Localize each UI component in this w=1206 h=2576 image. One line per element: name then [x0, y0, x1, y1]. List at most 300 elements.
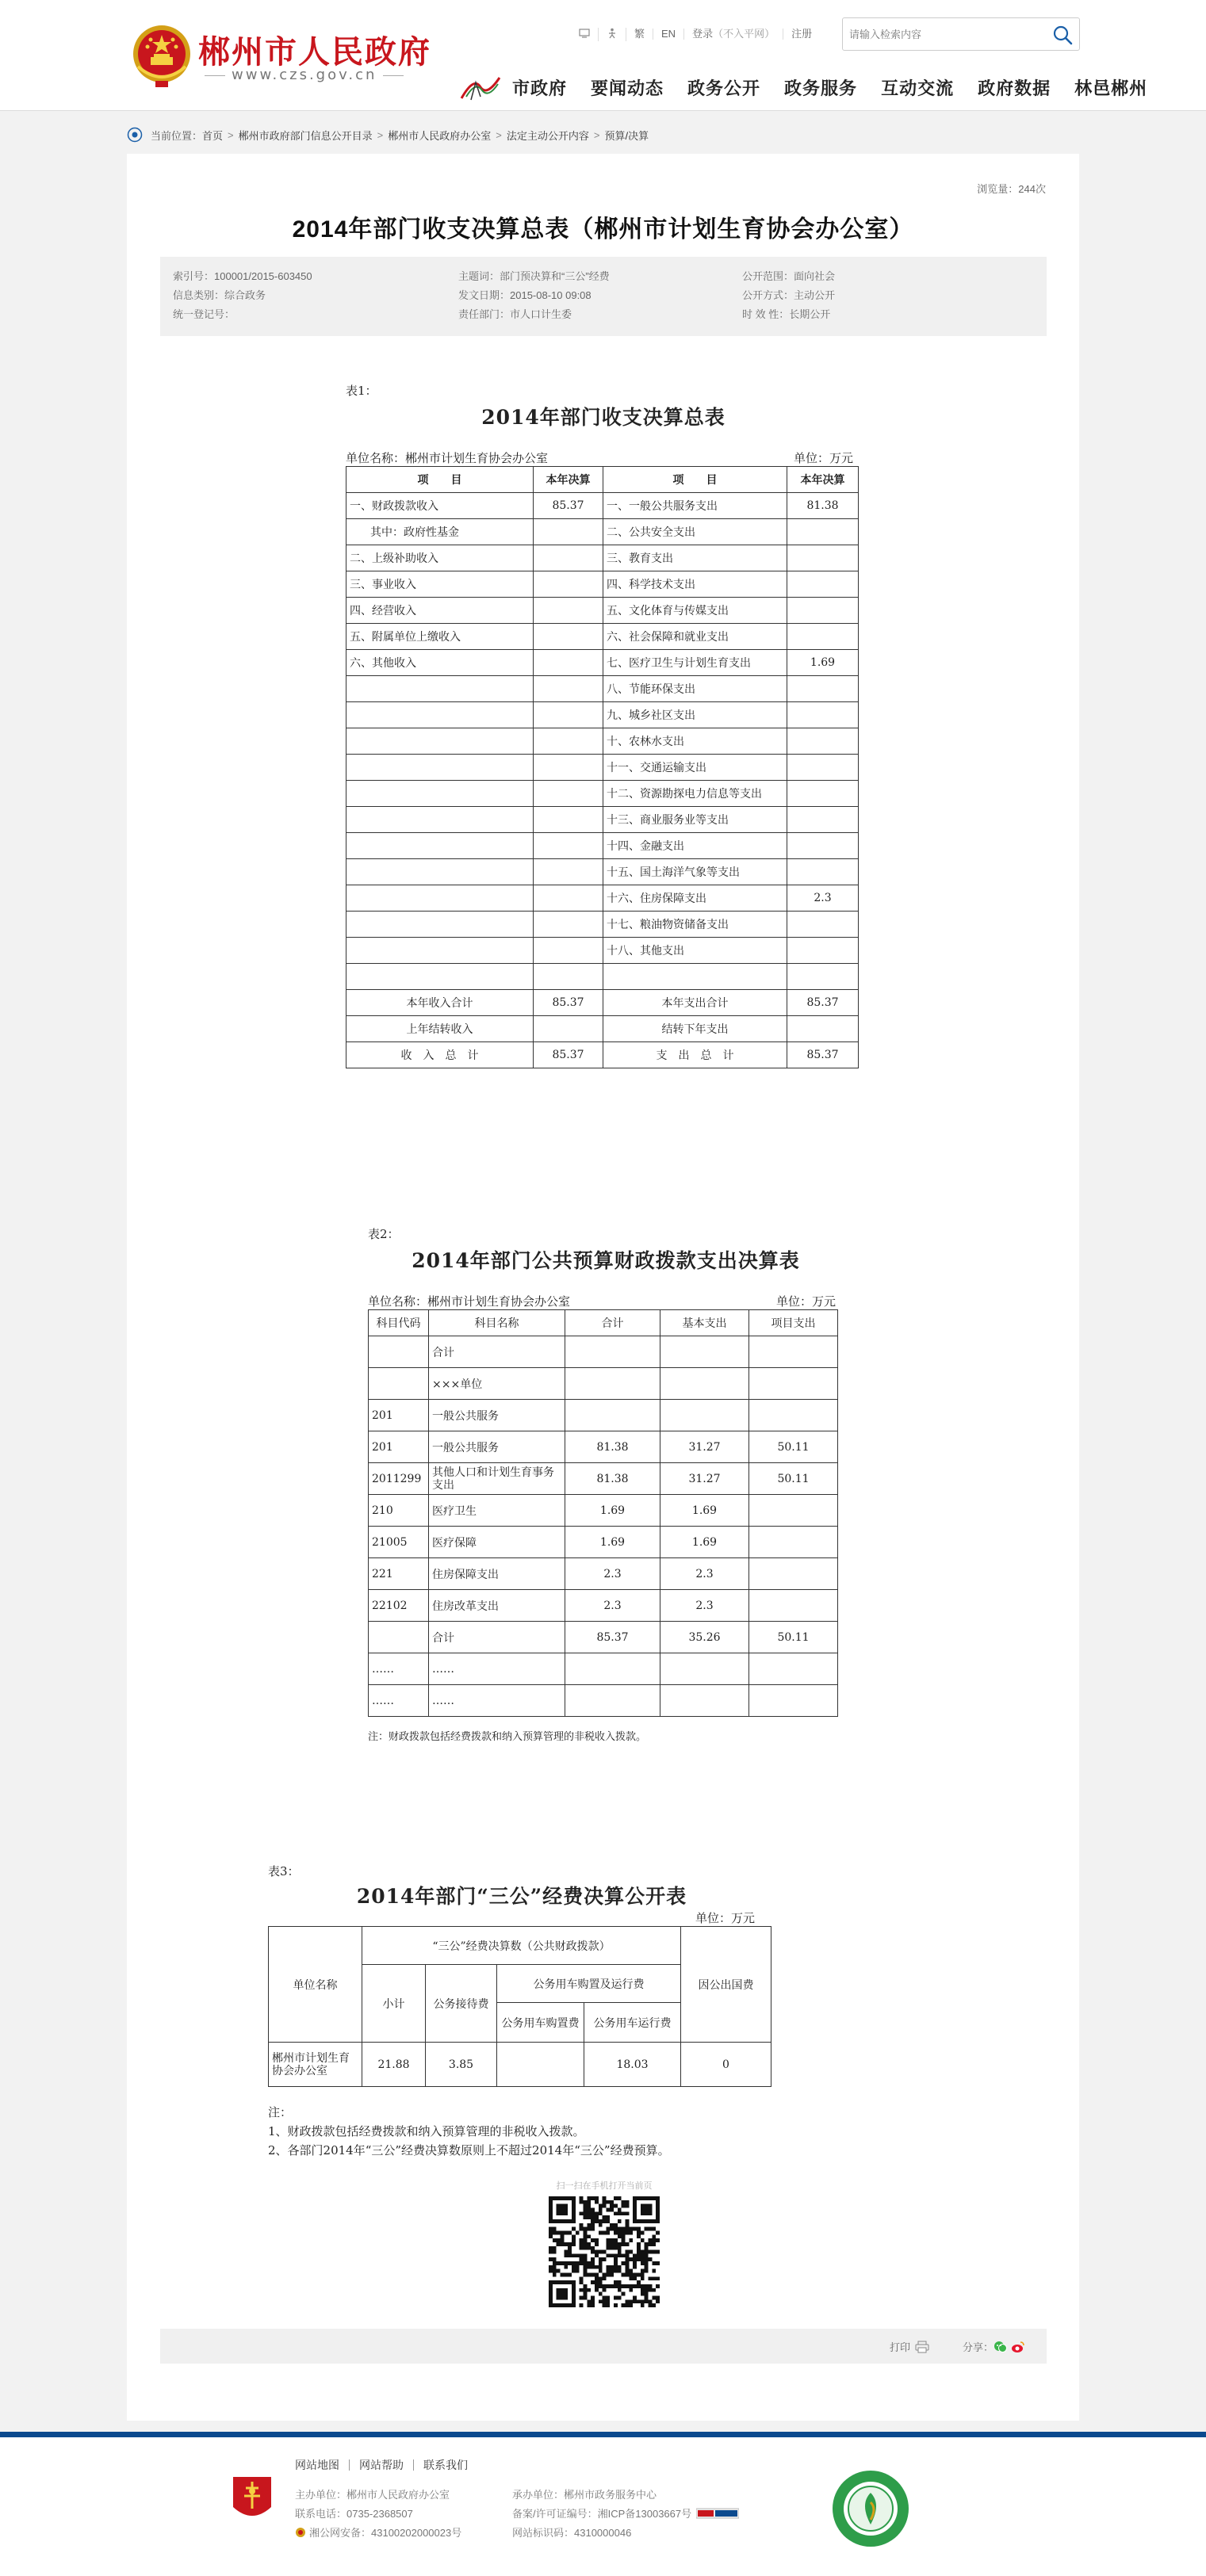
- table1-cell-item: 十六、住房保障支出: [603, 885, 787, 912]
- table1-cell-amount: [787, 938, 859, 964]
- nav-item-interaction[interactable]: 互动交流: [881, 78, 955, 98]
- table2-cell-basic: 2.3: [660, 1590, 749, 1622]
- table1-cell-amount: [534, 598, 603, 624]
- table2-cell-code: 210: [369, 1495, 429, 1527]
- table2-unit-name: 单位名称：郴州市计划生育协会办公室: [368, 1294, 571, 1309]
- traditional-chinese-link[interactable]: 繁: [626, 29, 653, 40]
- table1-cell-item: [346, 912, 534, 938]
- register-link[interactable]: 注册: [791, 28, 813, 40]
- table1-cell-amount: [534, 650, 603, 676]
- table1-col-header: 项 目: [346, 467, 534, 493]
- printer-icon: [915, 2341, 929, 2353]
- table-row: [346, 571, 859, 598]
- table-row: [346, 1016, 859, 1042]
- table1-cell-item: 七、医疗卫生与计划生育支出: [603, 650, 787, 676]
- table2-cell-project: [749, 1400, 838, 1431]
- civilized-city-seal-icon: [831, 2469, 910, 2548]
- site-logo[interactable]: [132, 22, 449, 94]
- table2-cell-name: ……: [429, 1685, 565, 1717]
- table1-cell-item: [346, 833, 534, 859]
- accessibility-icon[interactable]: [571, 28, 599, 41]
- table3-note: 2、各部门2014年“三公”经费决算数原则上不超过2014年“三公”经费预算。: [268, 2143, 670, 2157]
- footer-icp[interactable]: 备案/许可证编号：湘ICP备13003667号: [512, 2508, 692, 2520]
- table-row: [369, 1622, 838, 1653]
- table1-col-header: 本年决算: [534, 467, 603, 493]
- table2-body: [369, 1336, 838, 1717]
- table-row: [369, 1495, 838, 1527]
- table1-cell-item: [346, 807, 534, 833]
- footer-link-contact[interactable]: 联系我们: [423, 2459, 468, 2471]
- location-icon: [127, 127, 143, 143]
- table-row: [346, 545, 859, 571]
- table2-cell-total: [565, 1685, 660, 1717]
- table1-cell-item: 十八、其他支出: [603, 938, 787, 964]
- table2-cell-project: [749, 1495, 838, 1527]
- table1-label: 表1：: [346, 384, 377, 398]
- table1-cell-amount: [787, 859, 859, 885]
- breadcrumb-label: 当前位置：: [151, 129, 203, 142]
- login-label[interactable]: 登录: [692, 28, 714, 40]
- top-links: [571, 24, 820, 44]
- table1-cell-item: 三、事业收入: [346, 571, 534, 598]
- table2-cell-total: 1.69: [565, 1527, 660, 1558]
- table2-cell-basic: 31.27: [660, 1431, 749, 1463]
- table3-h-subtotal: 小计: [362, 1965, 426, 2043]
- national-emblem-icon: [132, 22, 192, 89]
- table2-cell-project: 50.11: [749, 1431, 838, 1463]
- table1-cell-item: 其中：政府性基金: [346, 519, 534, 545]
- table2-cell-code: 201: [369, 1431, 429, 1463]
- table2-cell-basic: [660, 1368, 749, 1400]
- table1-cell-item: 十三、商业服务业等支出: [603, 807, 787, 833]
- table2-cell-total: 81.38: [565, 1431, 660, 1463]
- table-row: [369, 1590, 838, 1622]
- footer-host: 主办单位：郴州市人民政府办公室: [295, 2489, 450, 2501]
- site-header: [0, 0, 1206, 111]
- breadcrumb-catalog[interactable]: 郴州市政府部门信息公开目录: [238, 129, 373, 142]
- table1-cell-item: [346, 728, 534, 755]
- meta-mode: 公开方式：主动公开: [742, 289, 836, 301]
- main-nav: [458, 73, 1147, 101]
- table1-cell-amount: [534, 755, 603, 781]
- table2-col-header: 科目代码: [369, 1310, 429, 1336]
- footer-link-sitemap[interactable]: 网站地图: [295, 2459, 350, 2471]
- table3-cell-vehicle-buy: [497, 2043, 584, 2087]
- table-row: [269, 2043, 771, 2087]
- table1-cell-amount: 81.38: [787, 493, 859, 519]
- table2-unit: 单位：万元: [775, 1294, 836, 1309]
- footer-police-row[interactable]: [295, 2524, 461, 2540]
- table2-cell-code: [369, 1622, 429, 1653]
- table1-cell-amount: [534, 885, 603, 912]
- qr-caption: 扫一扫在手机打开当前页: [556, 2181, 653, 2191]
- gov-website-badge-icon[interactable]: [230, 2472, 274, 2528]
- article-container: [127, 154, 1079, 2421]
- cnnic-badge-icon: [696, 2508, 739, 2519]
- table1-cell-amount: [534, 964, 603, 990]
- table1-cell-amount: [534, 624, 603, 650]
- table2-cell-total: [565, 1368, 660, 1400]
- table3-h-unit-name: 单位名称: [269, 1927, 362, 2043]
- table1-cell-amount: [534, 938, 603, 964]
- table1-cell-amount: [534, 781, 603, 807]
- share-group: [963, 2339, 1025, 2354]
- table1-grid: [346, 466, 859, 1068]
- table-row: [346, 598, 859, 624]
- table2-col-header: 基本支出: [660, 1310, 749, 1336]
- nav-decoration-icon: [458, 73, 503, 101]
- table2-cell-code: 201: [369, 1400, 429, 1431]
- table1-cell-item: 本年支出合计: [603, 990, 787, 1016]
- table2-cell-basic: 1.69: [660, 1495, 749, 1527]
- table1-cell-item: 八、节能环保支出: [603, 676, 787, 702]
- table1-cell-item: 九、城乡社区支出: [603, 702, 787, 728]
- table1-col-header: 本年决算: [787, 467, 859, 493]
- search-icon[interactable]: [1052, 25, 1073, 45]
- table1-unit-name: 单位名称：郴州市计划生育协会办公室: [346, 451, 549, 465]
- table2-cell-project: [749, 1590, 838, 1622]
- table2-unit-row: [368, 1293, 844, 1309]
- table3-cell-abroad: 0: [681, 2043, 771, 2087]
- table2-cell-name: ×××单位: [429, 1368, 565, 1400]
- table1-cell-amount: 85.37: [534, 1042, 603, 1068]
- qr-block: [545, 2179, 664, 2310]
- table2-cell-project: [749, 1685, 838, 1717]
- table2-label: 表2：: [368, 1227, 400, 1241]
- table3-grid: [268, 1926, 771, 2087]
- table1-cell-amount: 85.37: [787, 1042, 859, 1068]
- table1-cell-amount: [534, 833, 603, 859]
- table2-cell-basic: 2.3: [660, 1558, 749, 1590]
- meta-unified-no: 统一登记号：: [173, 308, 235, 320]
- table1-cell-amount: [787, 702, 859, 728]
- table-row: [369, 1400, 838, 1431]
- table1-cell-item: 四、科学技术支出: [603, 571, 787, 598]
- table2-header-row: [369, 1310, 838, 1336]
- weibo-icon[interactable]: [1011, 2340, 1025, 2354]
- nav-item-linyi-chenzhou[interactable]: 林邑郴州: [1074, 78, 1148, 98]
- table1-cell-item: 十四、金融支出: [603, 833, 787, 859]
- table1-cell-item: 十五、国土海洋气象等支出: [603, 859, 787, 885]
- table2-cell-name: 合计: [429, 1336, 565, 1368]
- table1-cell-amount: [534, 702, 603, 728]
- table2-cell-total: [565, 1336, 660, 1368]
- table3-h-vehicle: 公务用车购置及运行费: [497, 1965, 681, 2003]
- table3-h-abroad: 因公出国费: [681, 1927, 771, 2043]
- table1-cell-amount: [534, 912, 603, 938]
- table2-cell-project: [749, 1368, 838, 1400]
- table2-cell-project: [749, 1527, 838, 1558]
- print-button[interactable]: [890, 2339, 929, 2354]
- article-meta: [160, 257, 1047, 336]
- search-box: [842, 17, 1080, 51]
- table2-cell-basic: 31.27: [660, 1463, 749, 1495]
- table2-cell-project: [749, 1653, 838, 1685]
- table2-cell-total: 2.3: [565, 1590, 660, 1622]
- search-input[interactable]: [849, 18, 1047, 50]
- elderly-mode-icon[interactable]: [599, 28, 626, 41]
- table2-cell-code: [369, 1336, 429, 1368]
- breadcrumb-separator: >: [496, 128, 502, 141]
- table1-cell-amount: [787, 571, 859, 598]
- table1-section: [346, 382, 861, 1068]
- table1-cell-item: 二、公共安全支出: [603, 519, 787, 545]
- meta-info-category: 信息类别：综合政务: [173, 289, 266, 301]
- footer-links: [295, 2459, 477, 2471]
- table3-h-reception: 公务接待费: [426, 1965, 497, 2043]
- table-row: [346, 990, 859, 1016]
- table2-cell-code: 2011299: [369, 1463, 429, 1495]
- table3-cell-name: 郴州市计划生育协会办公室: [269, 2043, 362, 2087]
- breadcrumb-home[interactable]: 首页: [202, 129, 224, 142]
- table-row: [346, 650, 859, 676]
- table-row: [369, 1558, 838, 1590]
- table1-cell-amount: [787, 912, 859, 938]
- nav-item-gov-services[interactable]: 政务服务: [784, 78, 858, 98]
- table2-cell-code: 221: [369, 1558, 429, 1590]
- table1-cell-amount: [534, 728, 603, 755]
- table1-cell-item: 上年结转收入: [346, 1016, 534, 1042]
- table1-cell-amount: 85.37: [534, 493, 603, 519]
- table1-cell-amount: [534, 519, 603, 545]
- table-row: [369, 1368, 838, 1400]
- breadcrumb-separator: >: [593, 128, 600, 141]
- table-row: [346, 781, 859, 807]
- meta-index-no: 索引号：100001/2015-603450: [173, 270, 312, 282]
- site-name: 郴州市人民政府: [198, 33, 431, 71]
- meta-subject: 主题词：部门预决算和“三公”经费: [458, 270, 610, 282]
- table1-cell-item: 十一、交通运输支出: [603, 755, 787, 781]
- table1-header-row: [346, 467, 859, 493]
- table3-note: 注：: [268, 2105, 293, 2119]
- table-row: [369, 1653, 838, 1685]
- table1-cell-amount: [534, 571, 603, 598]
- table1-cell-item: 四、经营收入: [346, 598, 534, 624]
- table2-cell-name: 一般公共服务: [429, 1431, 565, 1463]
- table-row: [346, 807, 859, 833]
- table1-cell-amount: 85.37: [787, 990, 859, 1016]
- table1-cell-amount: [787, 598, 859, 624]
- breadcrumb: [127, 124, 649, 146]
- table1-cell-item: [346, 755, 534, 781]
- table2-cell-code: 21005: [369, 1527, 429, 1558]
- table3-cell-vehicle-run: 18.03: [584, 2043, 681, 2087]
- table2-cell-project: [749, 1336, 838, 1368]
- table-row: [369, 1685, 838, 1717]
- table1-cell-item: 五、文化体育与传媒支出: [603, 598, 787, 624]
- login-note: （不入平网）: [713, 28, 775, 40]
- print-label: 打印: [890, 2341, 911, 2353]
- table2-cell-code: [369, 1368, 429, 1400]
- view-count: 浏览量：244次: [977, 183, 1046, 195]
- table1-cell-amount: [787, 624, 859, 650]
- table2-cell-project: [749, 1558, 838, 1590]
- table2-cell-name: 一般公共服务: [429, 1400, 565, 1431]
- table2-cell-total: [565, 1653, 660, 1685]
- table2-cell-name: 其他人口和计划生育事务支出: [429, 1463, 565, 1495]
- footer-police[interactable]: 湘公网安备：43100202000023号: [309, 2527, 462, 2539]
- table3-cell-reception: 3.85: [426, 2043, 497, 2087]
- table1-cell-amount: [787, 807, 859, 833]
- table-row: [346, 493, 859, 519]
- table1-cell-item: 十、农林水支出: [603, 728, 787, 755]
- table1-cell-amount: 85.37: [534, 990, 603, 1016]
- table-row: [369, 1463, 838, 1495]
- table2-cell-basic: [660, 1685, 749, 1717]
- table1-cell-amount: [787, 964, 859, 990]
- table1-cell-item: 六、社会保障和就业支出: [603, 624, 787, 650]
- table-row: [346, 624, 859, 650]
- table1-cell-item: 五、附属单位上缴收入: [346, 624, 534, 650]
- site-url: www.czs.gov.cn: [198, 67, 410, 83]
- table1-cell-amount: [787, 1016, 859, 1042]
- breadcrumb-separator: >: [228, 128, 234, 141]
- table2-cell-total: 85.37: [565, 1622, 660, 1653]
- table3-section: [268, 1863, 775, 2160]
- table2-cell-basic: [660, 1336, 749, 1368]
- table2-col-header: 科目名称: [429, 1310, 565, 1336]
- table2-cell-name: 合计: [429, 1622, 565, 1653]
- table2-cell-basic: 1.69: [660, 1527, 749, 1558]
- table1-cell-item: 一、一般公共服务支出: [603, 493, 787, 519]
- table-row: [346, 859, 859, 885]
- table-row: [369, 1336, 838, 1368]
- breadcrumb-statutory[interactable]: 法定主动公开内容: [506, 129, 589, 142]
- table2-section: [368, 1225, 844, 1743]
- table1-cell-amount: [787, 755, 859, 781]
- wechat-icon[interactable]: [994, 2340, 1008, 2354]
- table2-cell-name: ……: [429, 1653, 565, 1685]
- table1-cell-amount: [787, 728, 859, 755]
- share-bar: [160, 2329, 1047, 2364]
- footer-site-code: 网站标识码：4310000046: [512, 2527, 632, 2539]
- table2-cell-name: 医疗卫生: [429, 1495, 565, 1527]
- table2-cell-code: 22102: [369, 1590, 429, 1622]
- table1-cell-amount: [787, 519, 859, 545]
- footer-link-help[interactable]: 网站帮助: [350, 2459, 414, 2471]
- table2-title: 2014年部门公共预算财政拨款支出决算表: [412, 1249, 800, 1272]
- table1-cell-item: [346, 676, 534, 702]
- footer-phone: 联系电话：0735-2368507: [295, 2508, 413, 2520]
- share-label: 分享：: [963, 2341, 994, 2353]
- table1-unit-row: [346, 449, 861, 466]
- table3-notes: [268, 2103, 775, 2160]
- table1-cell-amount: 1.69: [787, 650, 859, 676]
- article-title: 2014年部门收支决算总表（郴州市计划生育协会办公室）: [292, 216, 914, 243]
- table-row: [346, 519, 859, 545]
- table3-h-vehicle-buy: 公务用车购置费: [497, 2003, 584, 2043]
- footer-icp-row[interactable]: [512, 2505, 739, 2521]
- table2-col-header: 项目支出: [749, 1310, 838, 1336]
- table3-h-group: “三公”经费决算数（公共财政拨款）: [362, 1927, 681, 1965]
- table2-cell-code: ……: [369, 1653, 429, 1685]
- table1-cell-item: [346, 964, 534, 990]
- table3-label: 表3：: [268, 1864, 300, 1878]
- table1-cell-amount: [787, 833, 859, 859]
- table-row: [346, 728, 859, 755]
- table1-unit: 单位：万元: [793, 451, 853, 465]
- table3-unit: 单位：万元: [695, 1911, 755, 1925]
- table1-cell-amount: [787, 676, 859, 702]
- table2-cell-total: 2.3: [565, 1558, 660, 1590]
- table1-cell-item: 十七、粮油物资储备支出: [603, 912, 787, 938]
- breadcrumb-budget[interactable]: 预算/决算: [604, 129, 649, 142]
- table1-cell-item: [346, 859, 534, 885]
- table1-cell-amount: [787, 781, 859, 807]
- nav-item-news[interactable]: 要闻动态: [591, 78, 664, 98]
- breadcrumb-separator: >: [377, 128, 384, 141]
- english-link[interactable]: EN: [653, 29, 684, 40]
- table-row: [346, 885, 859, 912]
- table-row: [346, 964, 859, 990]
- table2-cell-basic: 35.26: [660, 1622, 749, 1653]
- meta-publish-date: 发文日期：2015-08-10 09:08: [458, 289, 592, 301]
- table1-cell-item: [603, 964, 787, 990]
- nav-item-gov-data[interactable]: 政府数据: [978, 78, 1051, 98]
- table-row: [369, 1527, 838, 1558]
- table1-cell-amount: 2.3: [787, 885, 859, 912]
- site-footer: [0, 2432, 1206, 2576]
- table1-col-header: 项 目: [603, 467, 787, 493]
- login-link[interactable]: [684, 29, 783, 40]
- table1-cell-item: 六、其他收入: [346, 650, 534, 676]
- table-row: [369, 1431, 838, 1463]
- table1-title: 2014年部门收支决算总表: [481, 406, 726, 429]
- table1-cell-item: 支 出 总 计: [603, 1042, 787, 1068]
- table1-cell-amount: [534, 859, 603, 885]
- table1-cell-amount: [534, 1016, 603, 1042]
- table1-cell-item: 二、上级补助收入: [346, 545, 534, 571]
- table2-cell-project: 50.11: [749, 1622, 838, 1653]
- table-row: [346, 755, 859, 781]
- table1-cell-item: 收 入 总 计: [346, 1042, 534, 1068]
- table2-cell-project: 50.11: [749, 1463, 838, 1495]
- nav-item-city-government[interactable]: 市政府: [512, 78, 568, 98]
- table2-cell-code: ……: [369, 1685, 429, 1717]
- police-badge-icon: [295, 2527, 306, 2538]
- table2-cell-total: 81.38: [565, 1463, 660, 1495]
- table1-cell-amount: [534, 545, 603, 571]
- qr-code-icon: [549, 2196, 660, 2307]
- table-row: [346, 1042, 859, 1068]
- table2-cell-basic: [660, 1653, 749, 1685]
- table2-col-header: 合计: [565, 1310, 660, 1336]
- table-row: [346, 912, 859, 938]
- table2-cell-total: [565, 1400, 660, 1431]
- table1-cell-item: [346, 885, 534, 912]
- table-row: [346, 938, 859, 964]
- table1-cell-item: 十二、资源勘探电力信息等支出: [603, 781, 787, 807]
- table1-cell-item: 三、教育支出: [603, 545, 787, 571]
- breadcrumb-office[interactable]: 郴州市人民政府办公室: [388, 129, 492, 142]
- table1-cell-item: [346, 938, 534, 964]
- table1-cell-amount: [534, 676, 603, 702]
- meta-validity: 时 效 性：长期公开: [742, 308, 831, 320]
- table1-cell-item: 一、财政拨款收入: [346, 493, 534, 519]
- meta-dept: 责任部门：市人口计生委: [458, 308, 572, 320]
- table2-cell-basic: [660, 1400, 749, 1431]
- table1-cell-item: 本年收入合计: [346, 990, 534, 1016]
- table3-h-vehicle-run: 公务用车运行费: [584, 2003, 681, 2043]
- table2-cell-total: 1.69: [565, 1495, 660, 1527]
- meta-scope: 公开范围：面向社会: [742, 270, 836, 282]
- table1-body: [346, 493, 859, 1068]
- table1-cell-amount: [534, 807, 603, 833]
- nav-item-gov-openness[interactable]: 政务公开: [687, 78, 761, 98]
- footer-undertake: 承办单位：郴州市政务服务中心: [512, 2489, 657, 2501]
- table3-cell-subtotal: 21.88: [362, 2043, 426, 2087]
- table3-note: 1、财政拨款包括经费拨款和纳入预算管理的非税收入拨款。: [268, 2124, 585, 2138]
